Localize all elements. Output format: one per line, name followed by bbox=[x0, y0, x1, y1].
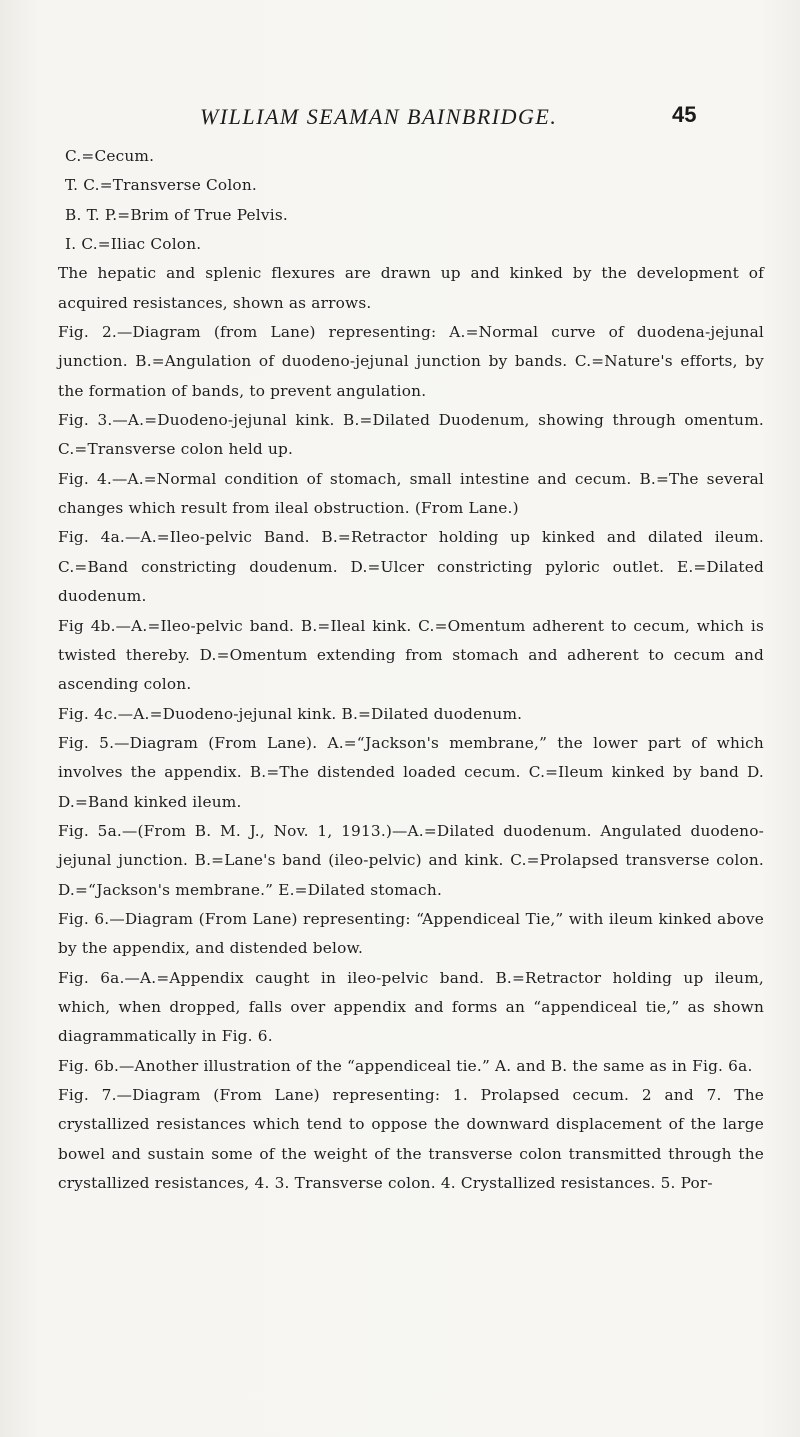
figure-legend-fig-6: Fig. 6.—Diagram (From Lane) representing: “Appendiceal Tie,” with ileum kinked above by the appendix, and distended below. bbox=[58, 909, 764, 958]
figure-legend-fig-4: Fig. 4.—A.=Normal condition of stomach, small intestine and cecum. B.=The several changes which result from ileal obstruction. (From Lane.) bbox=[58, 469, 764, 518]
figure-legend-fig-4a: Fig. 4a.—A.=Ileo-pelvic Band. B.=Retractor holding up kinked and dilated ileum. C.=Band constricting doudenum. D.=Ulcer constricting pyloric outlet. E.=Dilated duodenum. bbox=[58, 528, 764, 606]
figure-legend-fig-3: Fig. 3.—A.=Duodeno-jejunal kink. B.=Dilated Duodenum, showing through omentum. C.=Transverse colon held up. bbox=[58, 411, 764, 459]
figure-legend-text bbox=[58, 142, 764, 1198]
abbreviation-line: I. C.=Iliac Colon. bbox=[65, 235, 202, 254]
figure-legend-fig-6b: Fig. 6b.—Another illustration of the “appendiceal tie.” A. and B. the same as in Fig. 6a. bbox=[58, 1056, 753, 1075]
paragraph-flexures: The hepatic and splenic flexures are drawn up and kinked by the development of acquired resistances, shown as arrows. bbox=[58, 264, 764, 312]
abbreviation-line: B. T. P.=Brim of True Pelvis. bbox=[65, 205, 288, 224]
abbreviation-line: T. C.=Transverse Colon. bbox=[65, 176, 257, 195]
figure-legend-fig-7: Fig. 7.—Diagram (From Lane) representing: 1. Prolapsed cecum. 2 and 7. The crystallized resistances which tend to oppose the downward displacement of the large bowel and sustain some of the weight of the transverse colon transmitted through the crystallized resistances, 4. 3. Transverse colon. 4. Crystallized resistances. 5. Por- bbox=[58, 1086, 764, 1193]
figure-legend-fig-5a: Fig. 5a.—(From B. M. J., Nov. 1, 1913.)—A.=Dilated duodenum. Angulated duodeno-jejunal junction. B.=Lane's band (ileo-pelvic) and kink. C.=Prolapsed transverse colon. D.=“Jackson's membrane.” E.=Dilated stomach. bbox=[58, 821, 764, 899]
figure-legend-fig-4b: Fig 4b.—A.=Ileo-pelvic band. B.=Ileal kink. C.=Omentum adherent to cecum, which is twisted thereby. D.=Omentum extending from stomach and adherent to cecum and ascending colon. bbox=[58, 616, 764, 694]
running-head: WILLIAM SEAMAN BAINBRIDGE. bbox=[200, 104, 558, 129]
figure-legend-fig-6a: Fig. 6a.—A.=Appendix caught in ileo-pelvic band. B.=Retractor holding up ileum, which, when dropped, falls over appendix and forms an “appendiceal tie,” as shown diagrammatically in Fig. 6. bbox=[58, 968, 764, 1046]
figure-legend-fig-2: Fig. 2.—Diagram (from Lane) representing: A.=Normal curve of duodena-jejunal junction. B.=Angulation of duodeno-jejunal junction by bands. C.=Nature's efforts, by the formation of bands, to prevent angulation. bbox=[58, 323, 764, 400]
abbreviation-line: C.=Cecum. bbox=[65, 147, 155, 165]
page-number: 45 bbox=[672, 102, 697, 127]
figure-legend-fig-5: Fig. 5.—Diagram (From Lane). A.=“Jackson's membrane,” the lower part of which involves the appendix. B.=The distended loaded cecum. C.=Ileum kinked by band D. D.=Band kinked ileum. bbox=[58, 733, 764, 811]
figure-legend-fig-4c: Fig. 4c.—A.=Duodeno-jejunal kink. B.=Dilated duodenum. bbox=[58, 704, 523, 723]
